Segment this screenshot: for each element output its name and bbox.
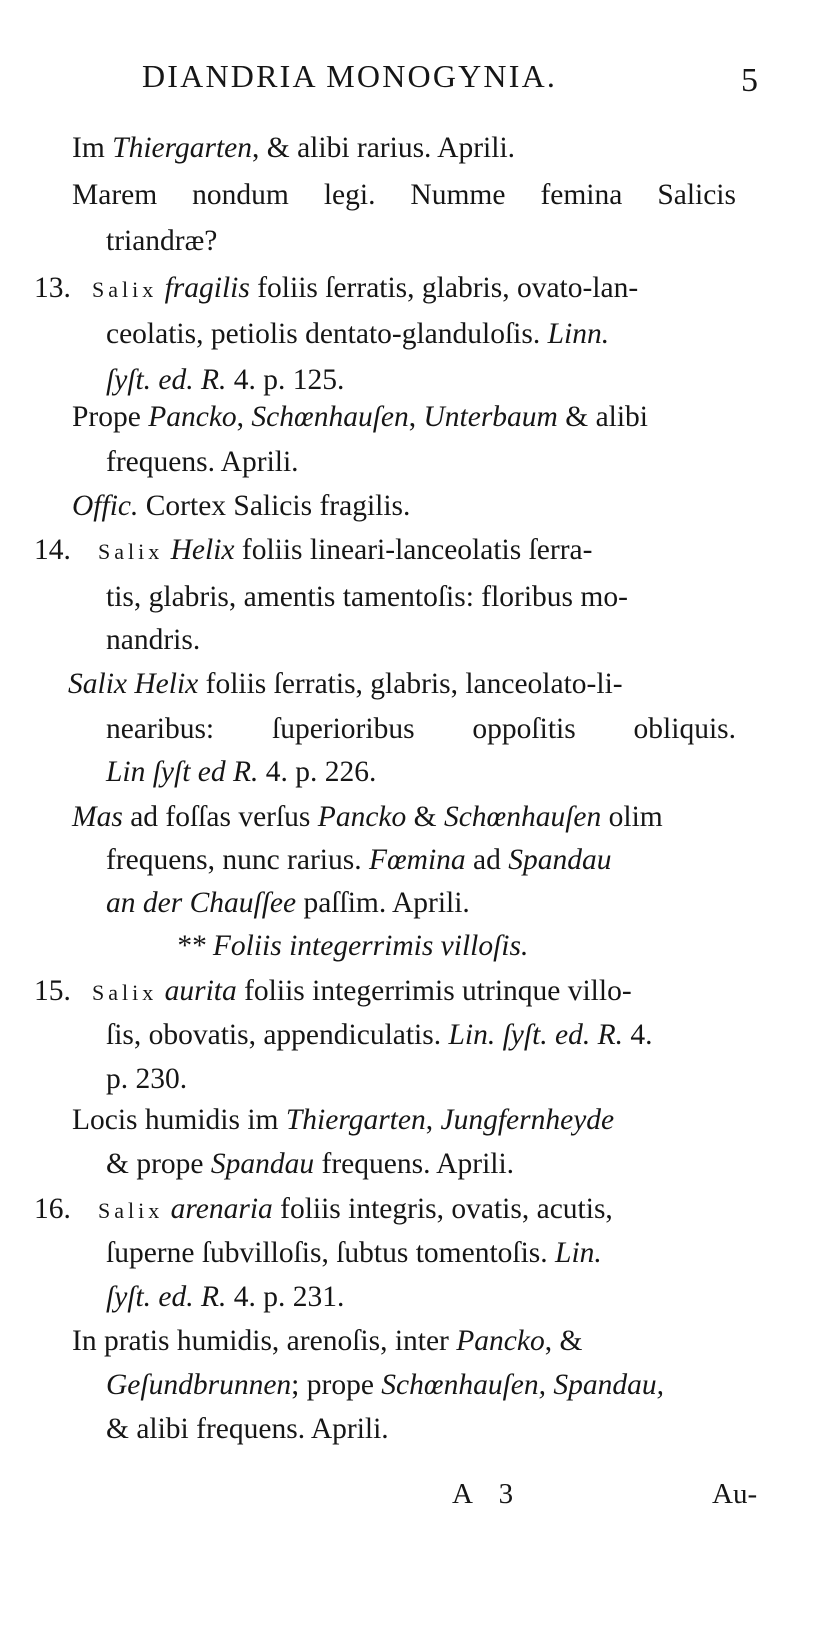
text-span: ceolatis, petiolis dentato-glandulоſis. — [106, 318, 548, 350]
catchword: Au- — [712, 1478, 758, 1510]
text-span: foliis lineari-lanceolatis ſerra- — [234, 534, 593, 566]
reference-abbrev: Linn. — [547, 318, 610, 350]
signature-mark: A 3 — [452, 1478, 524, 1510]
place-name: Unterbaum — [423, 401, 558, 433]
entry-number: 14. — [34, 534, 71, 566]
text-span: , — [408, 401, 424, 433]
entry-number: 13. — [34, 272, 71, 304]
entry-heading — [92, 971, 632, 1013]
text-line — [106, 1233, 602, 1273]
entry-heading — [92, 268, 638, 310]
text-line — [106, 883, 470, 923]
page-number: 5 — [741, 62, 758, 99]
text-line — [68, 664, 623, 704]
text-span: ſuperne ſubvilloſis, ſubtus tomentoſis. — [106, 1237, 556, 1269]
entry-heading — [98, 530, 592, 572]
text-line — [106, 1144, 514, 1184]
text-line: Marem nondum legi. Numme femina Salicis — [72, 179, 736, 211]
text-span: , & alibi rarius. Aprili. — [252, 132, 516, 164]
place-name: Spandau — [210, 1148, 315, 1180]
text-line — [106, 1365, 664, 1405]
sex-label: Fœmina — [368, 844, 466, 876]
genus-name: Salix — [98, 539, 164, 564]
place-name: Pancko — [148, 401, 237, 433]
reference-abbrev: ſyſt. ed. R. — [106, 1281, 227, 1313]
page-footer — [0, 1478, 830, 1522]
species-name: fragilis — [164, 272, 250, 304]
genus-name: Salix — [98, 1198, 164, 1223]
genus-name: Salix — [92, 277, 158, 302]
text-span: In pratis humidis, arenoſis, inter — [72, 1325, 457, 1357]
running-header — [0, 58, 830, 108]
place-name: Spandau — [508, 844, 612, 876]
text-line — [106, 1015, 653, 1055]
species-name: Salix Helix — [68, 668, 199, 700]
species-name: aurita — [164, 975, 237, 1007]
text-span: foliis integerrimis utrinque villo- — [236, 975, 632, 1007]
text-span: Locis humidis im — [72, 1104, 286, 1136]
place-name: Thiergarten — [285, 1104, 426, 1136]
reference-abbrev: Lin ſyſt ed R. — [106, 756, 259, 788]
text-span: ſis, obovatis, appendiculatis. — [106, 1019, 449, 1051]
text-span: ad foſſas verſus — [122, 801, 318, 833]
text-line: & alibi frequens. Aprili. — [106, 1413, 389, 1445]
entry-number: 16. — [34, 1193, 71, 1225]
text-span: , & — [544, 1325, 583, 1357]
text-line — [106, 1277, 344, 1317]
text-span: 4. — [623, 1019, 653, 1051]
text-line — [72, 1321, 582, 1361]
section-heading: ** Foliis integerrimis villoſis. — [176, 930, 529, 962]
text-line: frequens. Aprili. — [106, 446, 299, 478]
text-line: tis, glabris, amentis tamentoſis: floribus mo- — [106, 581, 628, 613]
text-span: 4. p. 125. — [226, 364, 345, 396]
entry-number: 15. — [34, 975, 71, 1007]
text-line — [72, 797, 663, 837]
text-span: , — [236, 401, 252, 433]
place-name: an der Chauſſee — [106, 887, 297, 919]
text-line: nearibus: ſuperioribus oppoſitis obliquis. — [106, 713, 736, 745]
text-span: 4. p. 226. — [258, 756, 377, 788]
text-line — [72, 397, 648, 437]
genus-name: Salix — [92, 980, 158, 1005]
text-span: 4. p. 231. — [226, 1281, 345, 1313]
text-span: & — [406, 801, 444, 833]
place-name: Schœnhauſen — [251, 401, 409, 433]
place-name: Thiergarten — [112, 132, 253, 164]
text-span: & alibi — [557, 401, 649, 433]
text-span: Cortex Salicis fragilis. — [138, 490, 411, 522]
text-span: olim — [601, 801, 663, 833]
place-name: Schœnhauſen, Spandau, — [381, 1369, 664, 1401]
text-line — [106, 314, 609, 354]
place-name: Geſundbrunnen — [106, 1369, 292, 1401]
text-line — [106, 840, 612, 880]
text-line — [106, 360, 344, 400]
reference-abbrev: Lin. — [555, 1237, 602, 1269]
text-line — [72, 1100, 614, 1140]
species-name: Helix — [170, 534, 235, 566]
text-line — [72, 486, 410, 526]
reference-abbrev: ſyſt. ed. R. — [106, 364, 227, 396]
text-line: nandris. — [106, 624, 201, 656]
text-span: ad — [465, 844, 509, 876]
place-name: Schœnhauſen — [443, 801, 602, 833]
text-span: Im — [72, 132, 113, 164]
text-line — [106, 752, 376, 792]
place-name: Pancko — [317, 801, 407, 833]
text-span: paſſim. Aprili. — [296, 887, 470, 919]
species-name: arenaria — [170, 1193, 273, 1225]
text-line: triandræ? — [106, 225, 218, 257]
reference-abbrev: Lin. ſyſt. ed. R. — [448, 1019, 624, 1051]
text-span: Prope — [72, 401, 149, 433]
text-span: & prope — [106, 1148, 211, 1180]
place-name: Jungfernheyde — [440, 1104, 615, 1136]
text-span: foliis ſerratis, glabris, ovato-lan- — [249, 272, 639, 304]
text-line — [72, 128, 515, 168]
place-name: Pancko — [456, 1325, 545, 1357]
text-span: foliis ſerratis, glabris, lanceolato-li- — [198, 668, 623, 700]
text-line: p. 230. — [106, 1063, 188, 1095]
text-span: frequens, nunc rarius. — [106, 844, 369, 876]
officinal-label: Offic. — [72, 490, 139, 522]
header-title: DIANDRIA MONOGYNIA. — [142, 58, 558, 94]
text-span: , — [425, 1104, 441, 1136]
text-span: ; prope — [291, 1369, 382, 1401]
entry-heading — [98, 1189, 613, 1231]
sex-label: Mas — [72, 801, 123, 833]
text-span: frequens. Aprili. — [314, 1148, 515, 1180]
text-span: foliis integris, ovatis, acutis, — [272, 1193, 613, 1225]
